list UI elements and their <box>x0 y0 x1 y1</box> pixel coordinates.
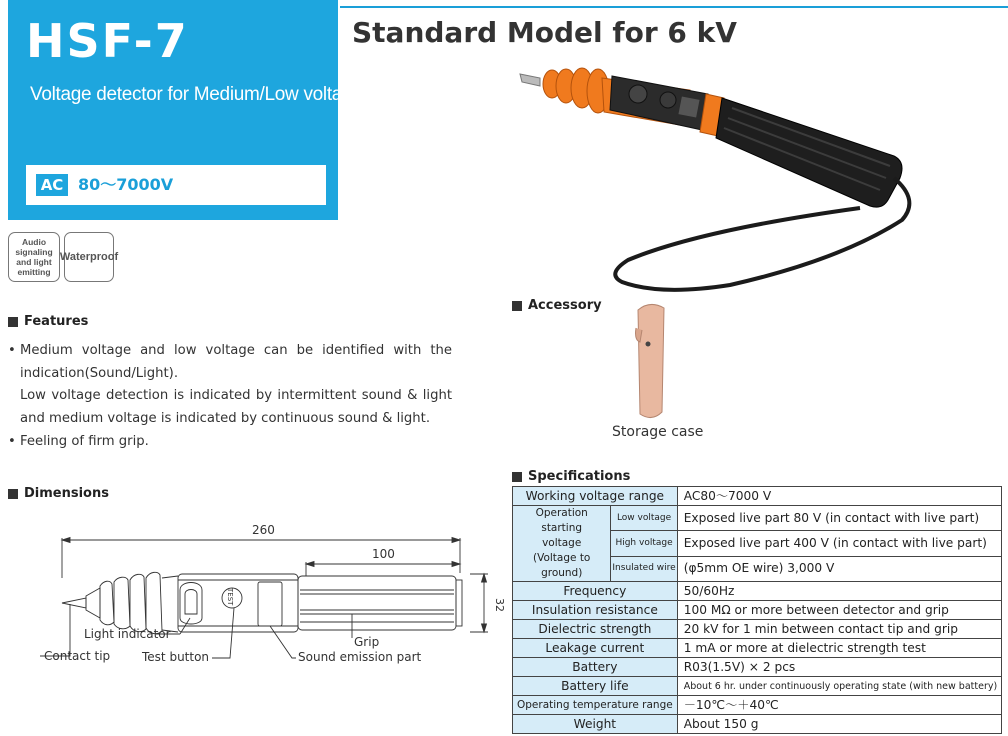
features-heading-text: Features <box>24 314 89 329</box>
ac-badge: AC <box>36 174 68 196</box>
spec-value: 20 kV for 1 min between contact tip and grip <box>677 620 1002 639</box>
feature-item <box>8 340 452 430</box>
storage-case-caption: Storage case <box>612 424 704 440</box>
model-name: HSF-7 <box>26 14 189 68</box>
spec-label: Battery <box>513 658 678 677</box>
label-sound-emission: Sound emission part <box>298 650 422 664</box>
dimension-32: 32 <box>493 598 506 612</box>
spec-value: AC80～7000 V <box>677 487 1002 506</box>
label-light-indicator: Light indicator <box>84 627 171 641</box>
audio-light-icon <box>8 232 60 282</box>
spec-value: R03(1.5V) × 2 pcs <box>677 658 1002 677</box>
label-grip: Grip <box>354 635 380 649</box>
op-start-line: voltage <box>542 537 582 549</box>
spec-value: About 150 g <box>677 715 1002 734</box>
feature-line: Low voltage detection is indicated by intermittent sound & light and medium voltage is indicated by continuous sound & light. <box>20 388 452 426</box>
features-heading <box>8 314 88 329</box>
dimension-100: 100 <box>372 547 395 561</box>
spec-label: Operating temperature range <box>513 696 678 715</box>
spec-value: About 6 hr. under continuously operating state (with new battery) <box>677 677 1002 696</box>
label-test-button: Test button <box>142 650 210 664</box>
spec-label: Weight <box>513 715 678 734</box>
spec-value: －10℃～＋40℃ <box>677 696 1002 715</box>
table-row <box>513 658 1002 677</box>
storage-case-image <box>624 300 678 422</box>
op-start-line: Operation starting <box>535 507 588 534</box>
specifications-heading-text: Specifications <box>528 469 631 484</box>
op-start-line: (Voltage to ground) <box>533 552 591 579</box>
page-title: Standard Model for 6 kV <box>352 16 737 49</box>
table-row <box>513 677 1002 696</box>
table-row <box>513 506 1002 531</box>
spec-value: Exposed live part 80 V (in contact with live part) <box>677 506 1002 531</box>
spec-label <box>513 506 611 582</box>
dimensions-heading <box>8 486 109 501</box>
square-bullet-icon <box>8 317 18 327</box>
top-rule <box>340 6 1008 8</box>
table-row <box>513 601 1002 620</box>
spec-value: (φ5mm OE wire) 3,000 V <box>677 556 1002 581</box>
spec-label: Battery life <box>513 677 678 696</box>
table-row <box>513 487 1002 506</box>
spec-value: Exposed live part 400 V (in contact with live part) <box>677 531 1002 556</box>
waterproof-icon-label: Waterproof <box>59 251 119 263</box>
dimensions-heading-text: Dimensions <box>24 486 109 501</box>
spec-label: Frequency <box>513 582 678 601</box>
spec-label: Dielectric strength <box>513 620 678 639</box>
table-row <box>513 715 1002 734</box>
voltage-range: 80～7000V <box>78 175 174 194</box>
specifications-table <box>512 486 1002 734</box>
label-contact-tip: Contact tip <box>44 649 111 663</box>
square-bullet-icon <box>512 301 522 311</box>
spec-value: 50/60Hz <box>677 582 1002 601</box>
dimension-drawing <box>30 518 506 678</box>
product-subtitle: Voltage detector for Medium/Low voltage <box>30 84 363 105</box>
feature-item <box>8 431 452 454</box>
audio-light-icon-label: Audio signaling and light emitting <box>15 237 53 277</box>
table-row <box>513 620 1002 639</box>
table-row <box>513 582 1002 601</box>
spec-value: 1 mA or more at dielectric strength test <box>677 639 1002 658</box>
square-bullet-icon <box>8 489 18 499</box>
table-row <box>513 696 1002 715</box>
dimension-260: 260 <box>252 523 275 537</box>
spec-sublabel: Low voltage <box>611 506 677 531</box>
table-row <box>513 639 1002 658</box>
specifications-heading <box>512 469 630 484</box>
spec-label: Working voltage range <box>513 487 678 506</box>
spec-sublabel: High voltage <box>611 531 677 556</box>
waterproof-icon <box>59 232 119 282</box>
product-photo <box>510 60 920 290</box>
test-on-body-label: TEST <box>226 588 234 606</box>
spec-label: Insulation resistance <box>513 601 678 620</box>
feature-line: • Feeling of firm grip. <box>20 434 149 449</box>
spec-value: 100 MΩ or more between detector and grip <box>677 601 1002 620</box>
spec-sublabel: Insulated wire <box>611 556 677 581</box>
spec-label: Leakage current <box>513 639 678 658</box>
accessory-heading <box>512 298 602 313</box>
features-list <box>8 340 452 454</box>
square-bullet-icon <box>512 472 522 482</box>
feature-line: • Medium voltage and low voltage can be identified with the indication(Sound/Light). <box>20 343 452 381</box>
voltage-range-box <box>26 165 326 205</box>
accessory-heading-text: Accessory <box>528 298 602 313</box>
